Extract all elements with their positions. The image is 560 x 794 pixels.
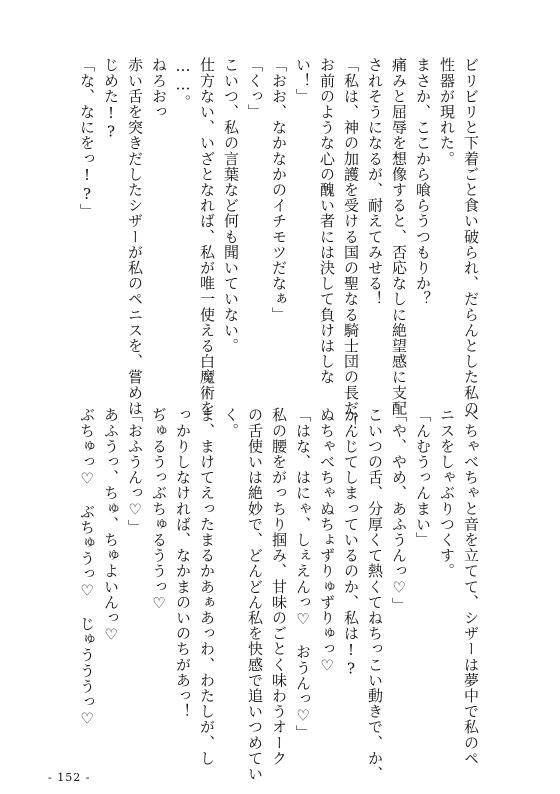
text-column: 赤い舌を突きだしたシザーが私のペニスを、嘗めは [126,57,144,416]
text-column: こいつ、私の言葉など何も聞いていない。 [222,57,240,354]
text-column: されそうになるが、耐えてみせる！ [366,57,384,307]
text-column: 「くっ」 [246,57,264,120]
page-number: - 152 - [48,771,91,784]
text-column: ぢゅるうっぶちゅるううっ♡ [150,407,168,613]
text-column: じめた!? [102,57,120,141]
text-column: あふうっ、ちゅ、ちゅよいんっ♡ [102,407,120,644]
text-column: 「んむうっんまい」 [414,407,432,548]
text-column: ねろおっ [150,57,168,120]
text-column: こいつの舌、分厚くて熱くてねちっこい動きで、か、 [366,407,384,782]
text-column: 「私は、神の加護を受ける国の聖なる騎士団の長だ！ [342,57,360,432]
text-column: 仕方ない、いざとなれば、私が唯一使える白魔術を [198,57,216,416]
text-column: 「おふうんっ♡」 [126,407,144,535]
text-column: ぬちゃべちゃぬちょずりゅずりゅっ♡ [318,407,336,676]
text-column: 「おお、なかなかのイチモツだなぁ」 [270,57,288,323]
text-column: く。 [222,407,240,439]
text-column: 「や、やめ、あふうんっ♡」 [390,407,408,613]
text-column: べちゃべちゃと音を立てて、シザーは夢中で私のペ [462,407,480,766]
text-column: お前のような心の醜い者には決して負けはしな [318,57,336,385]
text-column: かんじてしまっているのか、私は!? [342,407,360,679]
text-column: 痛みと屈辱を想像すると、否応なしに絶望感に支配 [390,57,408,416]
text-column: い！」 [294,57,312,104]
text-column: 性器が現れた。 [438,57,456,167]
text-column: ぶちゅっ♡ ぶちゅうっ♡ じゅうううっ♡ [78,407,96,728]
text-column: ま、まけてえったまるかあぁあっわ、わたしが、し [198,407,216,766]
text-column: っかりしなければ、なかまのいのちがあっ！ [174,407,192,719]
text-column: まさか、ここから喰らうつもりか？ [414,57,432,307]
text-column: 「はな、はにゃ、しぇえんっ♡ おうんっ♡」 [294,407,312,741]
text-column: ……。 [174,57,192,110]
text-column: 私の腰をがっちり掴み、甘味のごとく味わうオーク [270,407,288,766]
text-column: 「な、なにをっ!?」 [78,57,96,219]
text-column: の舌使いは絶妙で、どんどん私を快感で追いつめてい [246,407,264,782]
text-column: ニスをしゃぶりつくす。 [438,407,456,579]
text-column: ビリビリと下着ごと食い破られ、だらんとした私の [462,57,480,416]
